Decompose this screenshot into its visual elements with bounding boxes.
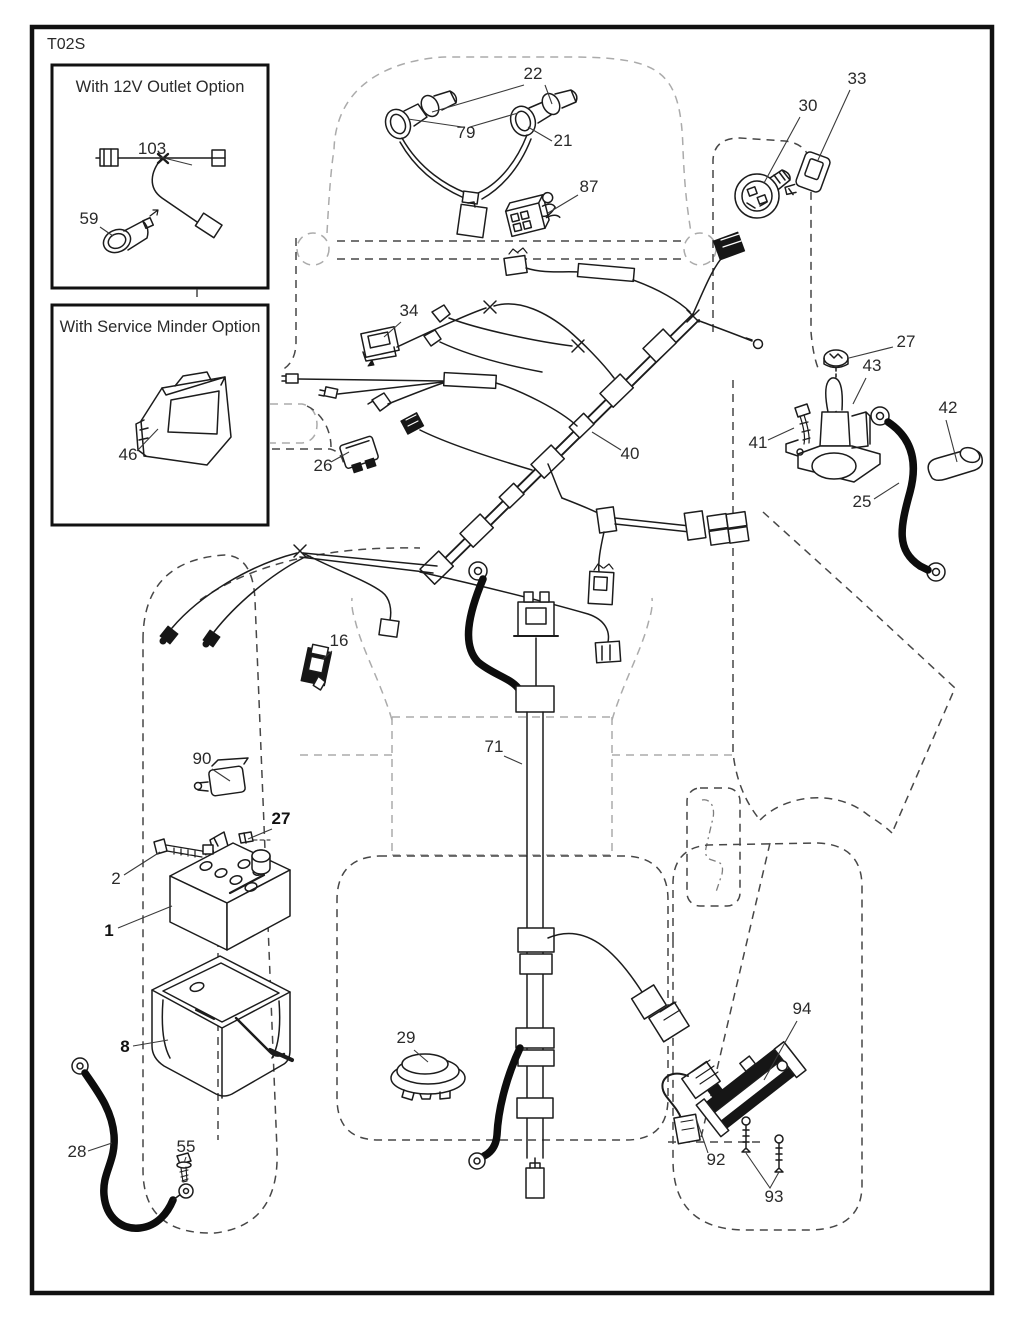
solenoid-group bbox=[786, 350, 982, 581]
part-label-27-battery: 27 bbox=[271, 809, 291, 828]
part-label-71: 71 bbox=[484, 737, 504, 756]
starter-cable-71 bbox=[469, 562, 690, 1198]
part-label-2: 2 bbox=[111, 869, 121, 888]
part-label-87: 87 bbox=[579, 177, 599, 196]
part-label-34: 34 bbox=[399, 301, 419, 320]
seat-switch-wire bbox=[303, 553, 621, 663]
page-title: T02S bbox=[47, 36, 86, 53]
part-label-55: 55 bbox=[176, 1137, 196, 1156]
part-label-8: 8 bbox=[120, 1037, 130, 1056]
part-label-40: 40 bbox=[620, 444, 640, 463]
chute-module-group bbox=[662, 1034, 806, 1172]
part-label-41: 41 bbox=[748, 433, 768, 452]
part-label-1: 1 bbox=[104, 921, 114, 940]
ground-cable-28 bbox=[72, 1058, 193, 1228]
hourmeter-29 bbox=[391, 1054, 465, 1100]
part-label-30: 30 bbox=[798, 96, 818, 115]
option-box-service-minder bbox=[52, 305, 268, 525]
part-label-16: 16 bbox=[329, 631, 349, 650]
part-label-42: 42 bbox=[938, 398, 958, 417]
part-label-26: 26 bbox=[313, 456, 333, 475]
screw-55 bbox=[177, 1153, 191, 1182]
part-label-90: 90 bbox=[192, 749, 212, 768]
service-minder-module-46 bbox=[136, 372, 231, 465]
battery-group bbox=[154, 832, 290, 950]
part-label-43: 43 bbox=[862, 356, 882, 375]
part-label-46: 46 bbox=[118, 445, 138, 464]
part-label-21: 21 bbox=[553, 131, 573, 150]
switch-16 bbox=[300, 644, 332, 691]
part-label-92: 92 bbox=[706, 1150, 726, 1169]
part-label-25: 25 bbox=[852, 492, 872, 511]
outlet-box-title: With 12V Outlet Option bbox=[75, 78, 245, 96]
part-label-103: 103 bbox=[137, 139, 167, 158]
main-harness-40 bbox=[160, 232, 763, 647]
part-label-33: 33 bbox=[847, 69, 867, 88]
outlet-harness-103 bbox=[96, 149, 225, 238]
connector-87 bbox=[504, 191, 562, 236]
part-label-93: 93 bbox=[764, 1187, 784, 1206]
part-label-22: 22 bbox=[523, 64, 543, 83]
part-label-59: 59 bbox=[79, 209, 99, 228]
part-label-27-right: 27 bbox=[896, 332, 916, 351]
part-label-94: 94 bbox=[792, 999, 812, 1018]
fuse-26 bbox=[339, 436, 381, 475]
part-label-79: 79 bbox=[456, 123, 476, 142]
option-box-12v-outlet bbox=[52, 65, 268, 288]
part-label-28: 28 bbox=[67, 1142, 87, 1161]
service-box-title: With Service Minder Option bbox=[59, 318, 261, 336]
battery-box-8 bbox=[152, 956, 292, 1098]
part-label-29: 29 bbox=[396, 1028, 416, 1047]
ignition-switch-30 bbox=[735, 170, 790, 218]
screws-93 bbox=[742, 1117, 783, 1172]
